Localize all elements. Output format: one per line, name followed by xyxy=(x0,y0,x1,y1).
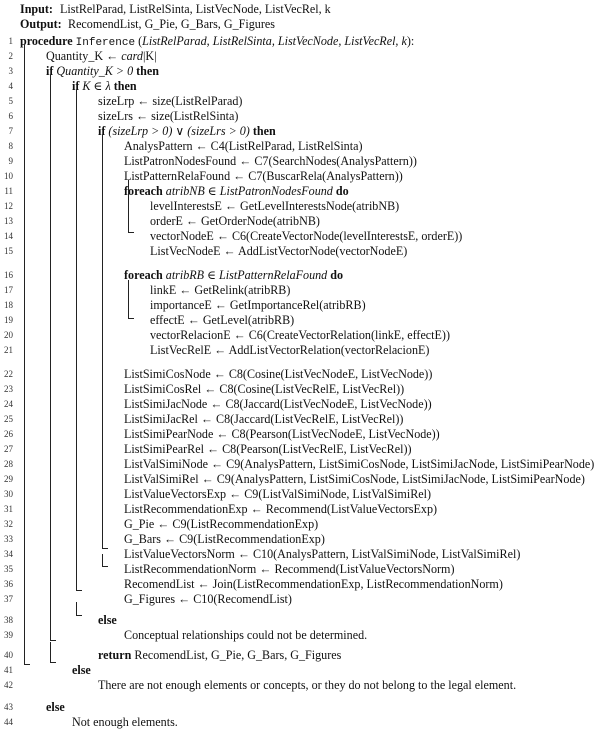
code-fragment: (sizeLrp > 0) ∨ (sizeLrs > 0) xyxy=(108,124,250,138)
line-number: 37 xyxy=(4,594,13,604)
line-text xyxy=(124,382,404,397)
line-text xyxy=(98,648,341,663)
line-text xyxy=(72,663,91,678)
code-fragment: vectorNodeE ← C6(CreateVectorNode(levelInterestsE, orderE)) xyxy=(150,229,463,243)
code-fragment: ( xyxy=(135,34,143,48)
keyword: return xyxy=(98,648,135,662)
line-number: 19 xyxy=(4,315,13,325)
code-fragment: effectE ← GetLevel(atribRB) xyxy=(150,313,295,327)
keyword: else xyxy=(46,700,65,714)
block-guide-tick xyxy=(24,664,30,665)
code-fragment: AnalysPattern ← C4(ListRelParad, ListRelSinta) xyxy=(124,139,363,153)
line-number: 14 xyxy=(4,231,13,241)
block-guide-line xyxy=(76,90,77,590)
algo-line xyxy=(0,502,614,517)
line-number: 38 xyxy=(4,615,13,625)
code-fragment: ListValueVectorsExp ← C9(ListValSimiNode, ListValSimiRel) xyxy=(124,487,432,501)
code-fragment: ListSimiCosRel ← C8(Cosine(ListVecRelE, ListVecRel)) xyxy=(124,382,405,396)
algo-line xyxy=(0,577,614,592)
code-fragment: ListVecNodeE ← AddListVectorNode(vectorNodeE) xyxy=(150,244,408,258)
line-number: 24 xyxy=(4,399,13,409)
algo-line xyxy=(0,214,614,229)
code-fragment: Conceptual relationships could not be determined. xyxy=(124,628,368,642)
line-text xyxy=(124,442,412,457)
input-line xyxy=(0,2,614,17)
line-number: 16 xyxy=(4,270,13,280)
line-text xyxy=(124,154,417,169)
algo-line xyxy=(0,109,614,124)
line-number: 5 xyxy=(8,96,13,106)
line-text xyxy=(124,268,343,283)
line-number: 30 xyxy=(4,489,13,499)
line-text xyxy=(124,412,403,427)
line-number: 3 xyxy=(8,66,13,76)
algo-line xyxy=(0,517,614,532)
line-number: 4 xyxy=(8,81,13,91)
line-text xyxy=(150,313,294,328)
algo-line xyxy=(0,64,614,79)
line-number: 33 xyxy=(4,534,13,544)
keyword: then xyxy=(133,64,159,78)
block-guide-line xyxy=(50,75,51,640)
algo-line xyxy=(0,154,614,169)
algo-line xyxy=(0,427,614,442)
code-fragment: K ∈ λ xyxy=(82,79,111,93)
keyword: else xyxy=(98,613,117,627)
algo-line xyxy=(0,79,614,94)
code-fragment: ): xyxy=(406,34,415,48)
algo-line xyxy=(0,700,614,715)
line-number: 31 xyxy=(4,504,13,514)
line-text xyxy=(124,169,403,184)
algo-line xyxy=(0,678,614,693)
line-number: 39 xyxy=(4,630,13,640)
line-number: 42 xyxy=(4,680,13,690)
code-fragment: Quantity_K ← xyxy=(46,49,122,63)
code-fragment: vectorRelacionE ← C6(CreateVectorRelation(linkE, effectE)) xyxy=(150,328,450,342)
input-label: Input: xyxy=(20,2,53,16)
line-text xyxy=(46,700,65,715)
code-fragment: ListRecommendationExp ← Recommend(ListValueVectorsExp) xyxy=(124,502,438,516)
line-number: 11 xyxy=(4,186,13,196)
block-guide-tick xyxy=(50,640,56,641)
line-number: 23 xyxy=(4,384,13,394)
line-text xyxy=(124,139,363,154)
algo-line xyxy=(0,472,614,487)
line-text xyxy=(124,184,349,199)
line-text xyxy=(98,613,117,628)
line-number: 27 xyxy=(4,444,13,454)
code-fragment: Not enough elements. xyxy=(72,715,178,729)
keyword: then xyxy=(110,79,137,93)
line-number: 44 xyxy=(4,717,13,727)
algo-line xyxy=(0,199,614,214)
block-guide-line xyxy=(76,602,77,615)
keyword: foreach xyxy=(124,268,166,282)
algo-line xyxy=(0,663,614,678)
line-number: 40 xyxy=(4,650,13,660)
line-number: 28 xyxy=(4,459,13,469)
algo-line xyxy=(0,613,614,628)
algo-line xyxy=(0,328,614,343)
line-number: 7 xyxy=(8,126,13,136)
line-text xyxy=(98,124,276,139)
algo-line xyxy=(0,169,614,184)
code-fragment: importanceE ← GetImportanceRel(atribRB) xyxy=(150,298,366,312)
line-text xyxy=(124,532,325,547)
line-number: 1 xyxy=(8,36,13,46)
line-text xyxy=(150,343,429,358)
algo-line xyxy=(0,343,614,358)
line-text xyxy=(150,328,450,343)
line-text xyxy=(124,577,503,592)
line-number: 43 xyxy=(4,702,13,712)
line-number: 21 xyxy=(4,345,13,355)
algo-line xyxy=(0,547,614,562)
line-number: 26 xyxy=(4,429,13,439)
algo-line xyxy=(0,412,614,427)
line-text xyxy=(124,628,367,643)
line-text xyxy=(98,109,238,124)
line-text xyxy=(124,457,594,472)
output-line xyxy=(0,17,614,32)
line-text xyxy=(124,547,520,562)
line-text xyxy=(124,397,432,412)
line-number: 34 xyxy=(4,549,13,559)
algo-line xyxy=(0,268,614,283)
line-text xyxy=(124,502,437,517)
line-number: 17 xyxy=(4,285,13,295)
code-fragment: ListPatternRelaFound ← C7(BuscarRela(AnalysPattern)) xyxy=(124,169,403,183)
line-number: 8 xyxy=(8,141,13,151)
line-text xyxy=(124,562,455,577)
line-text xyxy=(72,715,178,730)
code-fragment: levelInterestsE ← GetLevelInterestsNode(atribNB) xyxy=(150,199,400,213)
algo-line xyxy=(0,715,614,730)
input-value: ListRelParad, ListRelSinta, ListVecNode, ListVecRel, k xyxy=(60,2,331,16)
code-fragment: sizeLrp ← size(ListRelParad) xyxy=(98,94,243,108)
algo-line xyxy=(0,562,614,577)
code-fragment: ListVecRelE ← AddListVectorRelation(vectorRelacionE) xyxy=(150,343,430,357)
line-number: 10 xyxy=(4,171,13,181)
code-fragment: ListSimiPearNode ← C8(Pearson(ListVecNodeE, ListVecNode)) xyxy=(124,427,440,441)
line-text xyxy=(124,472,585,487)
block-guide-tick xyxy=(128,318,134,319)
line-text xyxy=(124,517,318,532)
code-fragment: Quantity_K > 0 xyxy=(56,64,134,78)
line-number: 32 xyxy=(4,519,13,529)
line-text xyxy=(150,199,399,214)
line-number: 35 xyxy=(4,564,13,574)
line-text xyxy=(150,214,320,229)
line-text xyxy=(124,367,432,382)
line-text xyxy=(98,94,242,109)
block-guide-line xyxy=(102,135,103,548)
block-guide-line xyxy=(128,280,129,318)
algo-line xyxy=(0,244,614,259)
algo-line xyxy=(0,532,614,547)
output-label: Output: xyxy=(20,17,62,31)
line-text xyxy=(98,678,516,693)
block-guide-tick xyxy=(102,548,108,549)
line-text xyxy=(46,49,157,64)
algo-line xyxy=(0,648,614,663)
block-guide-tick xyxy=(50,662,56,663)
code-fragment: ListValSimiNode ← C9(AnalysPattern, ListSimiCosNode, ListSimiJacNode, ListSimiPearNode) xyxy=(124,457,595,471)
block-guide-line xyxy=(24,45,25,664)
keyword: procedure xyxy=(20,34,76,48)
keyword: if xyxy=(46,64,57,78)
keyword: else xyxy=(72,663,91,677)
code-fragment: RecomendList, G_Pie, G_Bars, G_Figures xyxy=(134,648,342,662)
code-fragment: RecomendList ← Join(ListRecommendationExp, ListRecommendationNorm) xyxy=(124,577,503,591)
algo-line xyxy=(0,313,614,328)
line-number: 9 xyxy=(8,156,13,166)
line-number: 12 xyxy=(4,201,13,211)
code-fragment: There are not enough elements or concepts, or they do not belong to the legal element. xyxy=(98,678,517,692)
line-number: 6 xyxy=(8,111,13,121)
code-fragment: ListRecommendationNorm ← Recommend(ListValueVectorsNorm) xyxy=(124,562,455,576)
block-guide-tick xyxy=(128,232,134,233)
algo-line xyxy=(0,442,614,457)
code-fragment: ListValueVectorsNorm ← C10(AnalysPattern, ListValSimiNode, ListValSimiRel) xyxy=(124,547,521,561)
line-number: 25 xyxy=(4,414,13,424)
algo-line xyxy=(0,34,614,49)
code-fragment: ListSimiJacRel ← C8(Jaccard(ListVecRelE, ListVecRel)) xyxy=(124,412,404,426)
algo-line xyxy=(0,382,614,397)
keyword: foreach xyxy=(124,184,166,198)
line-number: 36 xyxy=(4,579,13,589)
line-number: 13 xyxy=(4,216,13,226)
block-guide-line xyxy=(50,642,51,662)
code-fragment: atribRB ∈ ListPatternRelaFound xyxy=(165,268,328,282)
code-fragment: sizeLrs ← size(ListRelSinta) xyxy=(98,109,239,123)
line-text xyxy=(150,283,290,298)
algo-line xyxy=(0,94,614,109)
code-fragment: G_Bars ← C9(ListRecommendationExp) xyxy=(124,532,325,546)
algo-line xyxy=(0,487,614,502)
line-text xyxy=(150,229,462,244)
algo-line xyxy=(0,49,614,64)
line-text xyxy=(150,298,366,313)
line-text xyxy=(124,487,431,502)
algo-line xyxy=(0,283,614,298)
line-text xyxy=(124,592,292,607)
algo-line xyxy=(0,124,614,139)
algo-line xyxy=(0,628,614,643)
code-fragment: ListSimiCosNode ← C8(Cosine(ListVecNodeE, ListVecNode)) xyxy=(124,367,433,381)
code-fragment: linkE ← GetRelink(atribRB) xyxy=(150,283,291,297)
algo-line xyxy=(0,457,614,472)
line-number: 18 xyxy=(4,300,13,310)
algo-line xyxy=(0,592,614,607)
keyword: then xyxy=(249,124,276,138)
code-fragment: atribNB ∈ ListPatronNodesFound xyxy=(165,184,333,198)
code-fragment: ListPatronNodesFound ← C7(SearchNodes(AnalysPattern)) xyxy=(124,154,417,168)
algo-line xyxy=(0,397,614,412)
block-guide-tick xyxy=(76,615,82,616)
line-number: 20 xyxy=(4,330,13,340)
algo-line xyxy=(0,184,614,199)
line-number: 2 xyxy=(8,51,13,61)
code-fragment: Inference xyxy=(75,37,136,49)
line-number: 29 xyxy=(4,474,13,484)
code-fragment: G_Figures ← C10(RecomendList) xyxy=(124,592,292,606)
algo-line xyxy=(0,229,614,244)
keyword: if xyxy=(72,79,83,93)
line-text xyxy=(124,427,440,442)
code-fragment: ListValSimiRel ← C9(AnalysPattern, ListSimiCosNode, ListSimiJacNode, ListSimiPearNode) xyxy=(124,472,585,486)
line-number: 15 xyxy=(4,246,13,256)
output-value: RecomendList, G_Pie, G_Bars, G_Figures xyxy=(68,17,275,31)
code-fragment: card xyxy=(121,49,143,63)
code-fragment: ListRelParad, ListRelSinta, ListVecNode, ListVecRel, k xyxy=(142,34,407,48)
algo-line xyxy=(0,367,614,382)
block-guide-line xyxy=(128,180,129,232)
keyword: do xyxy=(327,268,344,282)
code-fragment: ListSimiPearRel ← C8(Pearson(ListVecRelE, ListVecRel)) xyxy=(124,442,412,456)
line-text xyxy=(72,79,137,94)
code-fragment: G_Pie ← C9(ListRecommendationExp) xyxy=(124,517,319,531)
keyword: if xyxy=(98,124,109,138)
algo-line xyxy=(0,139,614,154)
keyword: do xyxy=(332,184,349,198)
code-fragment: orderE ← GetOrderNode(atribNB) xyxy=(150,214,320,228)
line-number: 41 xyxy=(4,665,13,675)
block-guide-tick xyxy=(76,590,82,591)
algo-line xyxy=(0,298,614,313)
code-fragment: ListSimiJacNode ← C8(Jaccard(ListVecNodeE, ListVecNode)) xyxy=(124,397,432,411)
code-fragment: |K| xyxy=(142,49,157,63)
block-guide-tick xyxy=(102,566,108,567)
line-text xyxy=(46,64,159,79)
line-number: 22 xyxy=(4,369,13,379)
block-guide-line xyxy=(102,554,103,566)
line-text xyxy=(150,244,407,259)
